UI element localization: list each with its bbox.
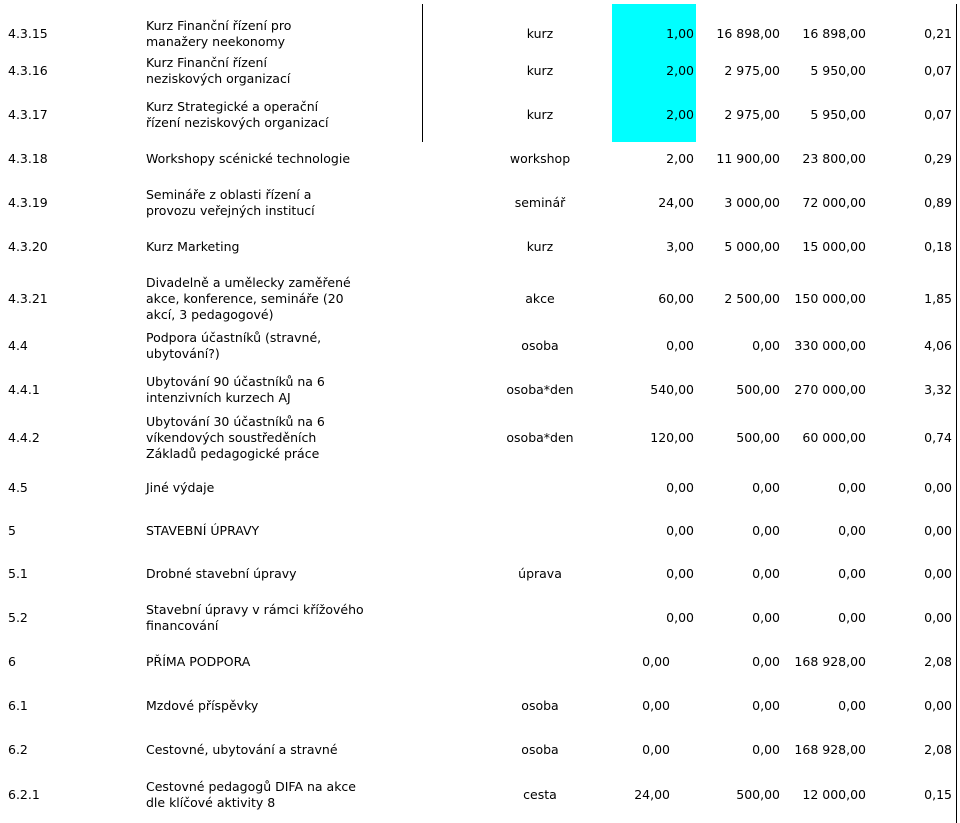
row-description: Cestovné, ubytování a stravné (146, 742, 338, 757)
row-description: Semináře z oblasti řízení a provozu veřejných institucí (146, 187, 315, 218)
row-unit: osoba*den (506, 382, 574, 397)
row-percent: 0,07 (924, 63, 952, 78)
row-unit: akce (525, 291, 555, 306)
row-quantity: 2,00 (666, 151, 694, 166)
row-code: 4.3.16 (8, 63, 48, 78)
table-row (0, 600, 960, 636)
row-unit-price: 0,00 (752, 610, 780, 625)
row-quantity: 0,00 (642, 654, 670, 669)
row-percent: 0,07 (924, 107, 952, 122)
row-code: 4.4 (8, 338, 28, 353)
table-row (0, 647, 960, 677)
row-percent: 3,32 (924, 382, 952, 397)
row-quantity: 2,00 (666, 107, 694, 122)
table-row (0, 270, 960, 328)
table-row (0, 372, 960, 408)
row-percent: 0,00 (924, 480, 952, 495)
row-quantity: 60,00 (658, 291, 694, 306)
table-row (0, 691, 960, 721)
row-percent: 0,74 (924, 430, 952, 445)
row-description: Kurz Finanční řízení neziskových organizací (146, 55, 291, 86)
row-unit: osoba (521, 742, 559, 757)
row-code: 4.4.2 (8, 430, 40, 445)
row-quantity: 1,00 (666, 26, 694, 41)
row-description: Jiné výdaje (146, 480, 215, 495)
row-code: 6.2.1 (8, 787, 40, 802)
row-total: 15 000,00 (802, 239, 866, 254)
row-unit-price: 0,00 (752, 654, 780, 669)
row-unit-price: 2 975,00 (724, 107, 780, 122)
row-description: Workshopy scénické technologie (146, 151, 351, 166)
row-quantity: 0,00 (666, 610, 694, 625)
row-percent: 0,89 (924, 195, 952, 210)
row-description: Kurz Finanční řízení pro manažery neekonomy (146, 18, 292, 49)
row-total: 0,00 (838, 566, 866, 581)
row-total: 0,00 (838, 610, 866, 625)
row-unit: osoba (521, 698, 559, 713)
row-total: 168 928,00 (794, 654, 866, 669)
table-row (0, 144, 960, 174)
row-description: Kurz Strategické a operační řízení neziskových organizací (146, 99, 329, 130)
table-row (0, 50, 960, 92)
row-percent: 0,29 (924, 151, 952, 166)
row-quantity: 120,00 (650, 430, 694, 445)
row-description: Stavební úpravy v rámci křížového financování (146, 602, 364, 633)
table-row (0, 474, 960, 502)
row-unit (470, 600, 610, 636)
table-row (0, 777, 960, 813)
row-code: 4.3.17 (8, 107, 48, 122)
row-unit (470, 517, 610, 545)
row-description: Ubytování 90 účastníků na 6 intenzivních kurzech AJ (146, 374, 325, 405)
row-percent: 0,00 (924, 610, 952, 625)
row-total: 12 000,00 (802, 787, 866, 802)
row-total: 5 950,00 (810, 107, 866, 122)
row-quantity: 0,00 (666, 566, 694, 581)
row-code: 5.2 (8, 610, 28, 625)
row-percent: 4,06 (924, 338, 952, 353)
row-total: 168 928,00 (794, 742, 866, 757)
row-quantity: 24,00 (634, 787, 670, 802)
row-description: Kurz Marketing (146, 239, 240, 254)
row-percent: 0,18 (924, 239, 952, 254)
row-total: 5 950,00 (810, 63, 866, 78)
row-total: 330 000,00 (794, 338, 866, 353)
table-row (0, 186, 960, 220)
row-quantity: 3,00 (666, 239, 694, 254)
row-code: 5.1 (8, 566, 28, 581)
table-row (0, 560, 960, 588)
row-unit-price: 2 975,00 (724, 63, 780, 78)
row-total: 60 000,00 (802, 430, 866, 445)
row-code: 4.4.1 (8, 382, 40, 397)
row-description: Podpora účastníků (stravné, ubytování?) (146, 330, 322, 361)
row-percent: 2,08 (924, 654, 952, 669)
row-unit: workshop (509, 151, 571, 166)
row-percent: 2,08 (924, 742, 952, 757)
row-description: Divadelně a umělecky zaměřené akce, konference, semináře (20 akcí, 3 pedagogové) (146, 275, 351, 322)
row-unit: osoba (521, 338, 559, 353)
row-code: 4.3.20 (8, 239, 48, 254)
row-code: 4.5 (8, 480, 28, 495)
row-unit-price: 0,00 (752, 523, 780, 538)
row-code: 4.3.19 (8, 195, 48, 210)
row-total: 150 000,00 (794, 291, 866, 306)
row-quantity: 0,00 (666, 338, 694, 353)
row-unit-price: 0,00 (752, 566, 780, 581)
table-row (0, 735, 960, 765)
row-unit-price: 500,00 (736, 430, 780, 445)
row-unit: kurz (526, 107, 554, 122)
row-unit: seminář (514, 195, 566, 210)
row-description: STAVEBNÍ ÚPRAVY (146, 523, 260, 538)
row-unit-price: 0,00 (752, 742, 780, 757)
row-percent: 0,21 (924, 26, 952, 41)
row-code: 6.2 (8, 742, 28, 757)
row-code: 6.1 (8, 698, 28, 713)
row-unit-price: 0,00 (752, 698, 780, 713)
row-quantity: 24,00 (658, 195, 694, 210)
row-unit: kurz (526, 63, 554, 78)
table-row (0, 517, 960, 545)
row-unit: kurz (526, 26, 554, 41)
row-unit (470, 474, 610, 502)
row-unit (470, 647, 610, 677)
row-unit-price: 0,00 (752, 338, 780, 353)
row-unit-price: 0,00 (752, 480, 780, 495)
row-total: 23 800,00 (802, 151, 866, 166)
row-code: 4.3.21 (8, 291, 48, 306)
row-description: Mzdové příspěvky (146, 698, 259, 713)
row-unit-price: 11 900,00 (716, 151, 780, 166)
row-total: 0,00 (838, 523, 866, 538)
row-percent: 1,85 (924, 291, 952, 306)
table-row (0, 328, 960, 364)
row-quantity: 0,00 (642, 742, 670, 757)
row-unit-price: 16 898,00 (716, 26, 780, 41)
row-description: PŘÍMA PODPORA (146, 654, 251, 669)
row-description: Cestovné pedagogů DIFA na akce dle klíčové aktivity 8 (146, 779, 356, 810)
table-row (0, 232, 960, 262)
row-quantity: 2,00 (666, 63, 694, 78)
row-description: Ubytování 30 účastníků na 6 víkendových soustředěních Základů pedagogické práce (146, 414, 325, 461)
row-quantity: 0,00 (666, 480, 694, 495)
row-unit: kurz (526, 239, 554, 254)
row-total: 0,00 (838, 480, 866, 495)
row-percent: 0,00 (924, 566, 952, 581)
row-unit: úprava (518, 566, 562, 581)
table-row (0, 414, 960, 462)
row-unit: cesta (523, 787, 557, 802)
row-total: 16 898,00 (802, 26, 866, 41)
row-code: 4.3.18 (8, 151, 48, 166)
row-unit-price: 500,00 (736, 382, 780, 397)
row-code: 6 (8, 654, 16, 669)
row-quantity: 0,00 (666, 523, 694, 538)
row-description: Drobné stavební úpravy (146, 566, 297, 581)
row-unit-price: 3 000,00 (724, 195, 780, 210)
row-percent: 0,15 (924, 787, 952, 802)
table-row (0, 93, 960, 137)
row-unit-price: 500,00 (736, 787, 780, 802)
row-percent: 0,00 (924, 523, 952, 538)
row-total: 0,00 (838, 698, 866, 713)
row-code: 5 (8, 523, 16, 538)
row-percent: 0,00 (924, 698, 952, 713)
row-code: 4.3.15 (8, 26, 48, 41)
row-unit: osoba*den (506, 430, 574, 445)
row-quantity: 540,00 (650, 382, 694, 397)
row-total: 72 000,00 (802, 195, 866, 210)
row-unit-price: 5 000,00 (724, 239, 780, 254)
row-total: 270 000,00 (794, 382, 866, 397)
row-unit-price: 2 500,00 (724, 291, 780, 306)
row-quantity: 0,00 (642, 698, 670, 713)
